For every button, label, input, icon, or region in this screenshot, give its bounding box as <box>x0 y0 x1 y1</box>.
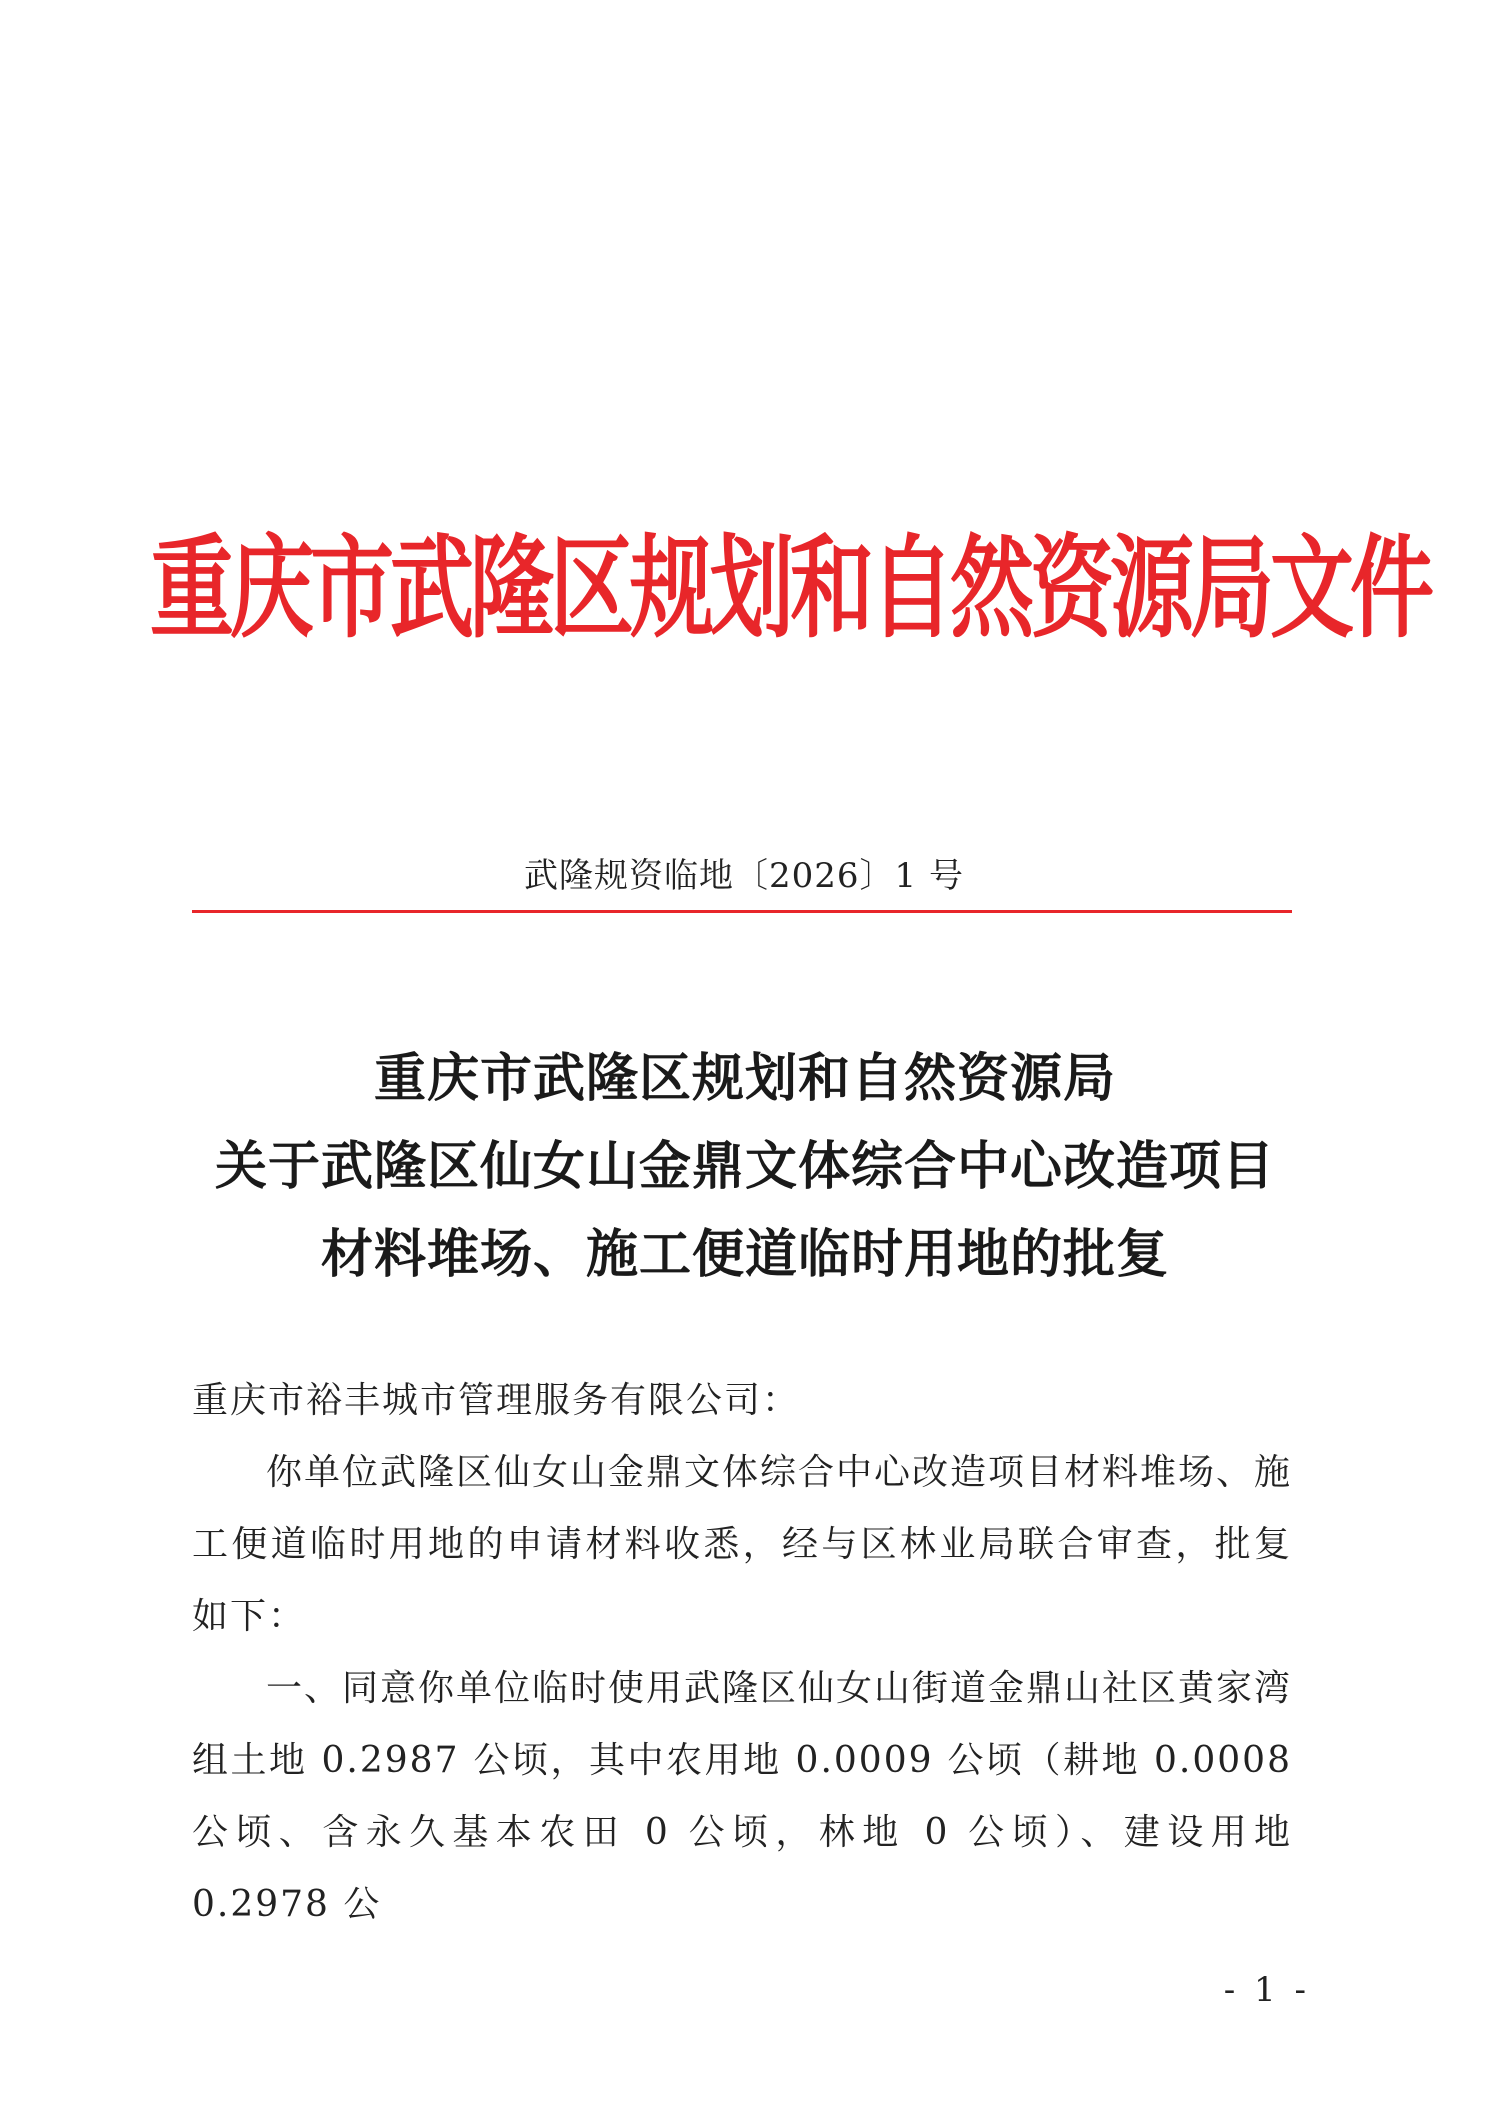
red-divider-line <box>192 910 1292 913</box>
body-paragraph-1: 你单位武隆区仙女山金鼎文体综合中心改造项目材料堆场、施工便道临时用地的申请材料收悉，经与区林业局联合审查，批复如下： <box>192 1452 1293 1637</box>
title-line-1: 重庆市武隆区规划和自然资源局 <box>373 1049 1116 1109</box>
document-title <box>150 1035 1340 1299</box>
title-line-2: 关于武隆区仙女山金鼎文体综合中心改造项目 <box>214 1137 1275 1197</box>
document-body <box>192 1365 1292 1941</box>
letterhead-title: 重庆市武隆区规划和自然资源局文件 <box>150 523 1431 654</box>
title-line-3: 材料堆场、施工便道临时用地的批复 <box>320 1225 1169 1285</box>
addressee: 重庆市裕丰城市管理服务有限公司： <box>192 1380 801 1421</box>
document-number: 武隆规资临地〔2026〕1 号 <box>524 856 964 896</box>
page-number: - 1 - <box>1223 1970 1310 2010</box>
body-paragraph-2: 一、同意你单位临时使用武隆区仙女山街道金鼎山社区黄家湾组土地 0.2987 公顷，其中农用地 0.0009 公顷（耕地 0.0008 公顷、含永久基本农田 0 公顷，林地 0 公顷）、建设用地 0.2978 公 <box>192 1668 1293 1925</box>
